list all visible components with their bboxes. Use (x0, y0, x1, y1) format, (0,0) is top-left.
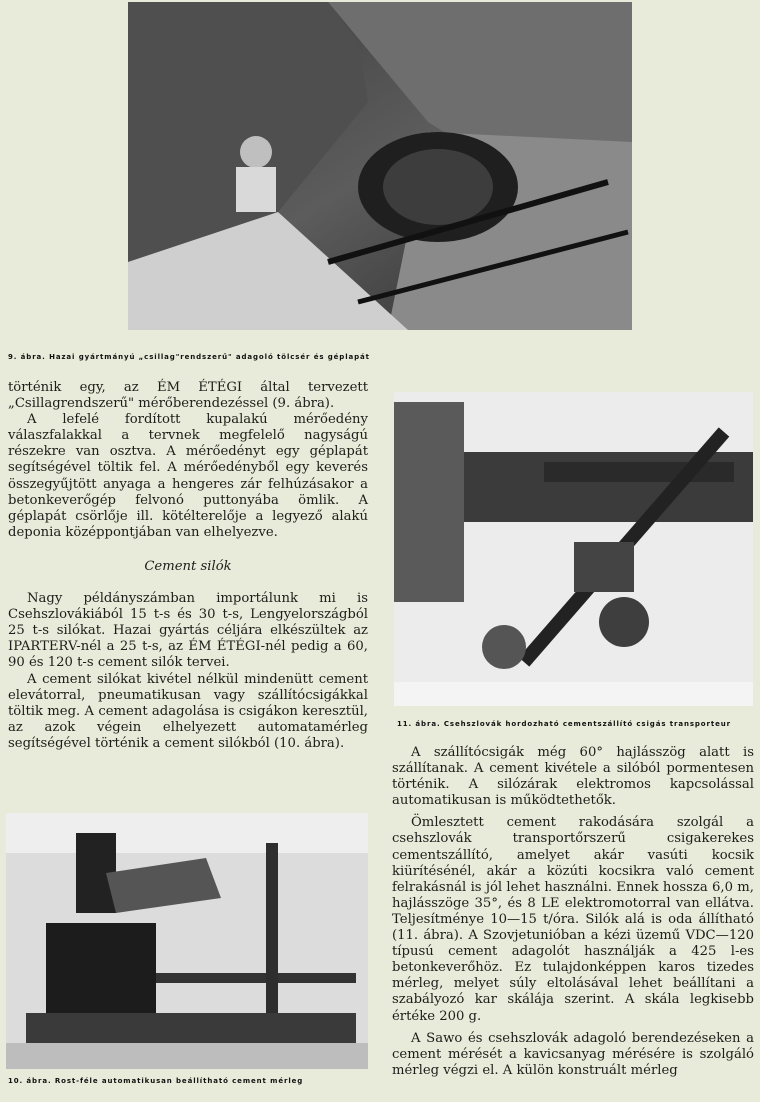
left-paragraph-1: történik egy, az ÉM ÉTÉGI által tervezett „Csillagrendszerű" mérőberendezéssel (9. ábra). (8, 380, 368, 412)
figure-10-image (6, 813, 368, 1069)
right-paragraph-3: A Sawo és csehszlovák adagoló berendezéseken a cement mérését a kavicsanyag mérésére is szolgáló mérleg végzi el. A külön konstruált mérleg (392, 1030, 754, 1078)
left-paragraph-2: A lefelé fordított kupalakú mérőedény válaszfalakkal a tervnek megfelelő nagyságú részekre van osztva. A mérőedényt egy géplapát segítségével töltik fel. A mérőedényből egy keverés összegyűjtött anyaga a hengeres zár felhúzásakor a betonkeverőgép felvonó puttonyába ömlik. A géplapát csörlője ill. kötélterelője a legyező alakú deponia középpontjában van elhelyezve. (8, 412, 368, 540)
figure-10-photo (6, 813, 368, 1069)
figure-9-photo (128, 2, 632, 330)
figure-10-caption: 10. ábra. Rost-féle automatikusan beállítható cement mérleg (8, 1077, 304, 1085)
left-paragraph-4: A cement silókat kivétel nélkül mindenütt cement elevátorral, pneumatikusan vagy szállítócsigákkal töltik meg. A cement adagolása is csigákon keresztül, az azok végein elhelyezett automatamérleg segítségével történik a cement silókból (10. ábra). (8, 671, 368, 751)
figure-11-photo (394, 392, 753, 706)
figure-9-image (128, 2, 632, 330)
section-heading-cement-silos: Cement silók (144, 558, 232, 574)
right-paragraph-2: Ömlesztett cement rakodására szolgál a csehszlovák transportőrszerű csigakerekes cementszállító, amelyet akár vasúti kocsik kiürítésénél, akár a közúti kocsikra való cement felrakásnál is jól lehet használni. Ennek hossza 6,0 m, hajlásszöge 35°, és 8 LE elektromotorral van ellátva. Teljesítménye 10—15 t/óra. Silók alá is oda állítható (11. ábra). A Szovjetunióban a kézi üzemű VDC—120 típusú cement adagolót használják a 425 l-es betonkeverőhöz. Ez tulajdonképpen karos tizedes mérleg, melyet súly eltolásával lehet beállítani a szabályozó kar skálája szerint. A skála legkisebb értéke 200 g. (392, 815, 754, 1024)
figure-11-image (394, 392, 753, 706)
figure-9-caption: 9. ábra. Hazai gyártmányú „csillag"rendszerű" adagoló tölcsér és géplapát (8, 353, 370, 361)
left-paragraph-3: Nagy példányszámban importálunk mi is Csehszlovákiából 15 t-s és 30 t-s, Lengyelországból 25 t-s silókat. Hazai gyártás céljára elkészültek az IPARTERV-nél a 25 t-s, az ÉM ÉTÉGI-nél pedig a 60, 90 és 120 t-s cement silók tervei. (8, 591, 368, 671)
left-column-top (8, 380, 368, 752)
right-column (392, 745, 754, 1079)
right-paragraph-1: A szállítócsigák még 60° hajlásszög alatt is szállítanak. A cement kivétele a silóból pormentesen történik. A silózárak elektromos kapcsolással automatikusan is működtethetők. (392, 745, 754, 809)
figure-11-caption: 11. ábra. Csehszlovák hordozható cementszállító csigás transporteur (397, 720, 731, 728)
